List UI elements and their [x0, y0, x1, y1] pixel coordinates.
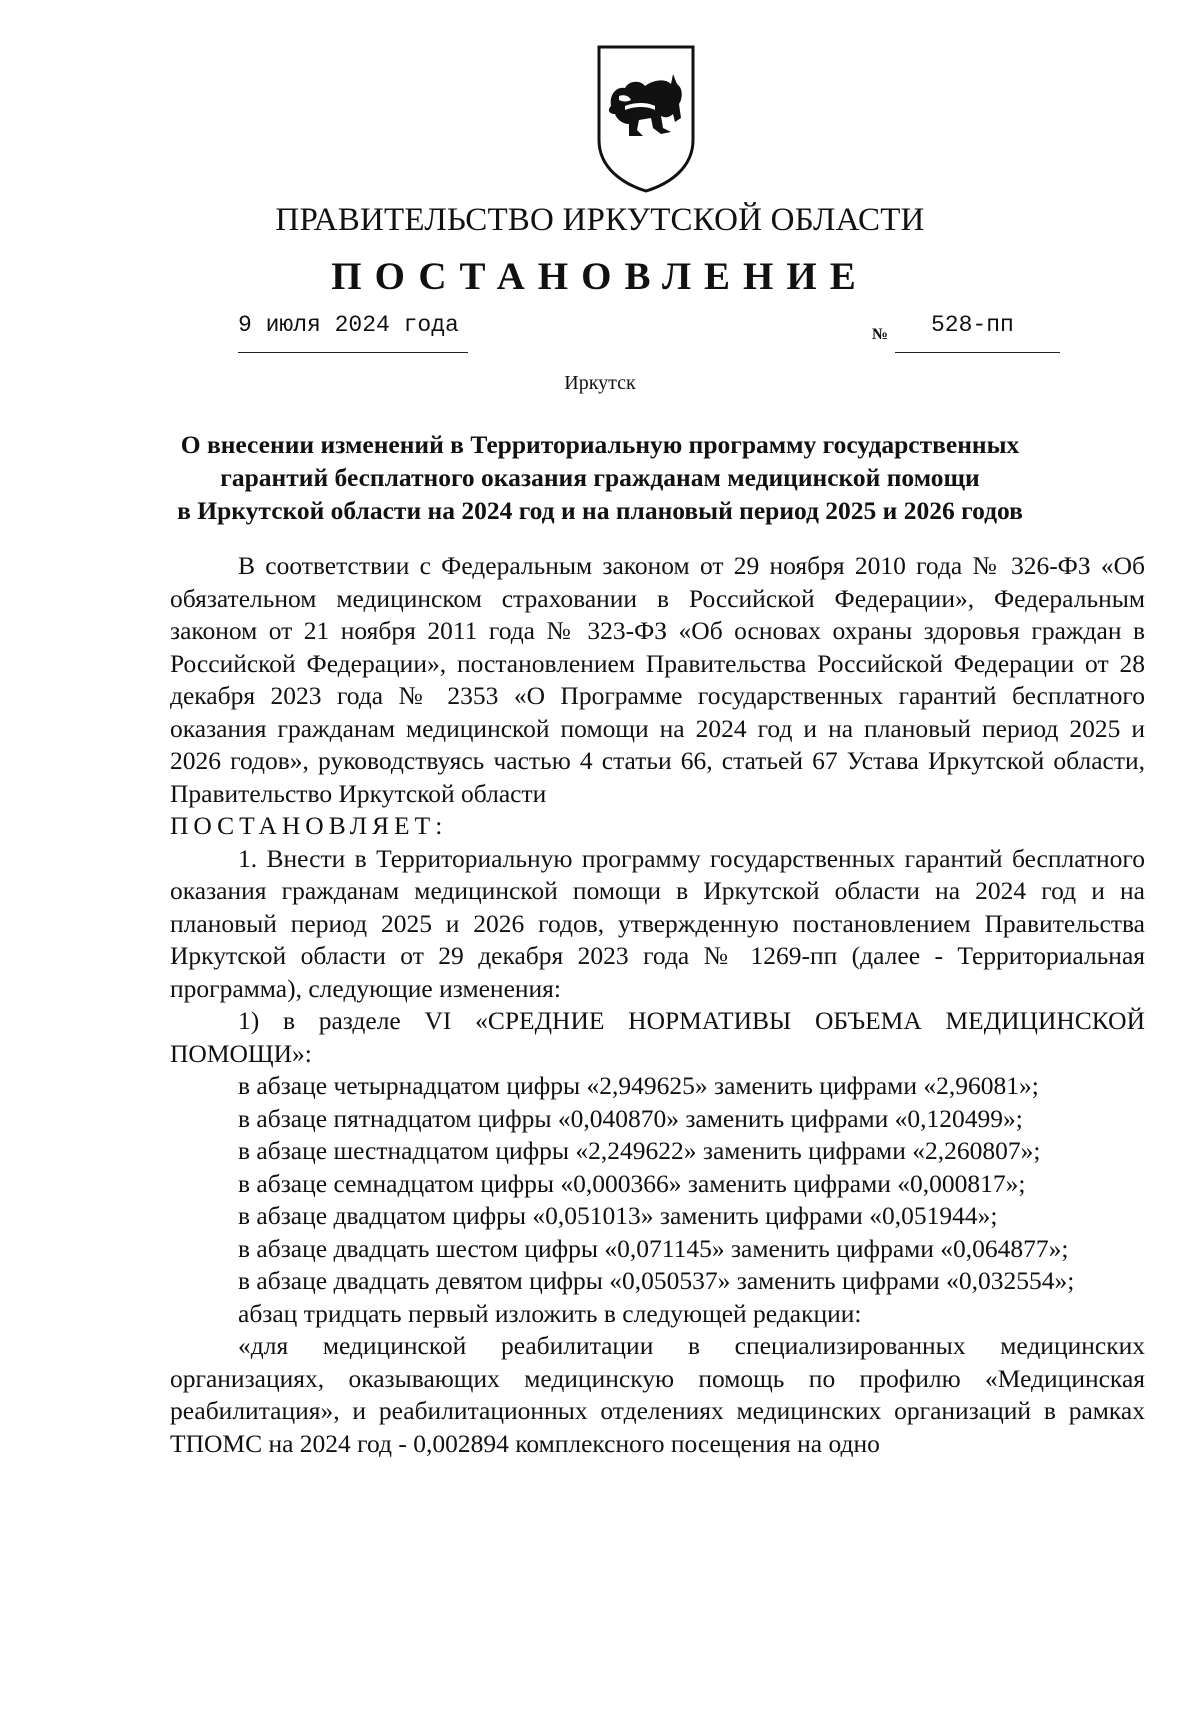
decree-word: ПОСТАНОВЛЯЕТ:	[170, 811, 448, 840]
coat-of-arms-emblem	[595, 44, 697, 194]
change-paragraph: абзац тридцать первый изложить в следующей редакции:	[238, 1298, 862, 1328]
preamble-paragraph: В соответствии с Федеральным законом от 29 ноября 2010 года № 326-ФЗ «Об обязательном медицинском страховании в Российской Федерации», Федеральным законом от 21 ноября 2011 года № 323-ФЗ «Об основах охраны здоровья граждан в Российской Федерации», постановлением Правительства Российской Федерации от 28 декабря 2023 года № 2353 «О Программе государственных гарантий бесплатного оказания гражданам медицинской помощи на 2024 год и на плановый период 2025 и 2026 годов», руководствуясь частью 4 статьи 66, статьей 67 Устава Иркутской области, Правительство Иркутской области	[170, 551, 1145, 808]
quote-paragraph: «для медицинской реабилитации в специализированных медицинских организациях, оказывающих медицинскую помощь по профилю «Медицинская реабилитация», и реабилитационных отделениях медицинских организаций в рамках ТПОМС на 2024 год - 0,002894 комплексного посещения на одно	[170, 1331, 1145, 1458]
change-paragraph: в абзаце семнадцатом цифры «0,000366» заменить цифрами «0,000817»;	[238, 1168, 1026, 1198]
number-field	[895, 312, 1060, 353]
heading-line: гарантий бесплатного оказания гражданам медицинской помощи	[220, 463, 980, 492]
subitem-paragraph: 1) в разделе VI «СРЕДНИЕ НОРМАТИВЫ ОБЪЕМА МЕДИЦИНСКОЙ ПОМОЩИ»:	[170, 1006, 1145, 1068]
heading-line: О внесении изменений в Территориальную программу государственных	[180, 430, 1020, 459]
item-paragraph: 1. Внести в Территориальную программу государственных гарантий бесплатного оказания гражданам медицинской помощи в Иркутской области на 2024 год и на плановый период 2025 и 2026 годов, утвержденную постановлением Правительства Иркутской области от 29 декабря 2023 года № 1269-пп (далее - Территориальная программа), следующие изменения:	[170, 843, 1145, 1003]
heading-line: в Иркутской области на 2024 год и на плановый период 2025 и 2026 годов	[177, 496, 1023, 525]
document-number: 528-пп	[931, 312, 1014, 338]
change-paragraph: в абзаце шестнадцатом цифры «2,249622» заменить цифрами «2,260807»;	[238, 1136, 1041, 1165]
government-title: ПРАВИТЕЛЬСТВО ИРКУТСКОЙ ОБЛАСТИ	[275, 202, 925, 238]
change-paragraph: в абзаце двадцать шестом цифры «0,071145» заменить цифрами «0,064877»;	[238, 1233, 1069, 1263]
number-label: №	[872, 326, 889, 343]
date-field	[238, 312, 468, 353]
change-paragraph: в абзаце двадцать девятом цифры «0,050537» заменить цифрами «0,032554»;	[238, 1266, 1075, 1295]
change-paragraph: в абзаце пятнадцатом цифры «0,040870» заменить цифрами «0,120499»;	[238, 1103, 1023, 1133]
document-date: 9 июля 2024 года	[238, 312, 459, 338]
change-paragraph: в абзаце четырнадцатом цифры «2,949625» заменить цифрами «2,96081»;	[238, 1071, 1039, 1100]
change-paragraph: в абзаце двадцатом цифры «0,051013» заменить цифрами «0,051944»;	[238, 1201, 998, 1230]
document-type: ПОСТАНОВЛЕНИЕ	[331, 255, 869, 298]
document-body	[170, 550, 1145, 1460]
city: Иркутск	[564, 372, 636, 394]
document-heading	[150, 428, 1050, 527]
